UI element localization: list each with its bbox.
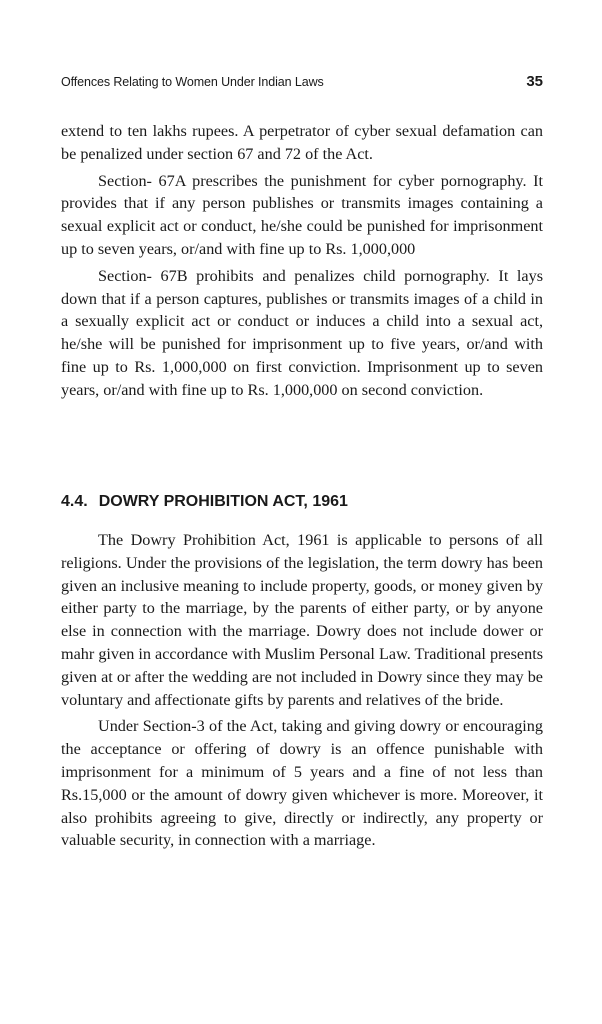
body-text-top [61,120,543,402]
paragraph-section-3: Under Section-3 of the Act, taking and giving dowry or encouraging the acceptance or offering of dowry is an offence punishable with imprisonment for a minimum of 5 years and a fine of not less than Rs.15,000 or the amount of dowry given whichever is more. Moreover, it also prohibits agreeing to give, directly or indirectly, any property or valuable security, in connection with a marriage. [61,717,543,850]
running-header [61,73,543,90]
paragraph-section-67a: Section- 67A prescribes the punishment for cyber pornography. It provides that if any person publishes or transmits images containing a sexual explicit act or conduct, he/she could be punished for imprisonment up to seven years, or/and with fine up to Rs. 1,000,000 [61,171,543,258]
section-number: 4.4. [61,493,88,510]
page-number: 35 [526,73,543,90]
section-heading [61,493,348,511]
paragraph-dowry-definition: The Dowry Prohibition Act, 1961 is applicable to persons of all religions. Under the provisions of the legislation, the term dowry has been given an inclusive meaning to include property, goods, or money given by either party to the marriage, by the parents of either party, or by anyone else in connection with the marriage. Dowry does not include dower or mahr given in accordance with Muslim Personal Law. Traditional presents given at or after the wedding are not included in Dowry since they may be voluntary and affectionate gifts by parents and relatives of the bride. [61,531,543,709]
paragraph-section-67b: Section- 67B prohibits and penalizes child pornography. It lays down that if a person captures, publishes or transmits images of a child in a sexually explicit act or conduct or induces a child into a sexual act, he/she will be punished for imprisonment up to five years, or/and with fine up to Rs. 1,000,000 on first conviction. Imprisonment up to seven years, or/and with fine up to Rs. 1,000,000 on second conviction. [61,266,543,399]
section-title: DOWRY PROHIBITION ACT, 1961 [98,493,348,510]
paragraph-continuation: extend to ten lakhs rupees. A perpetrator of cyber sexual defamation can be penalized under section 67 and 72 of the Act. [61,122,543,163]
body-text-dowry [61,529,543,852]
running-title: Offences Relating to Women Under Indian Laws [61,75,324,89]
